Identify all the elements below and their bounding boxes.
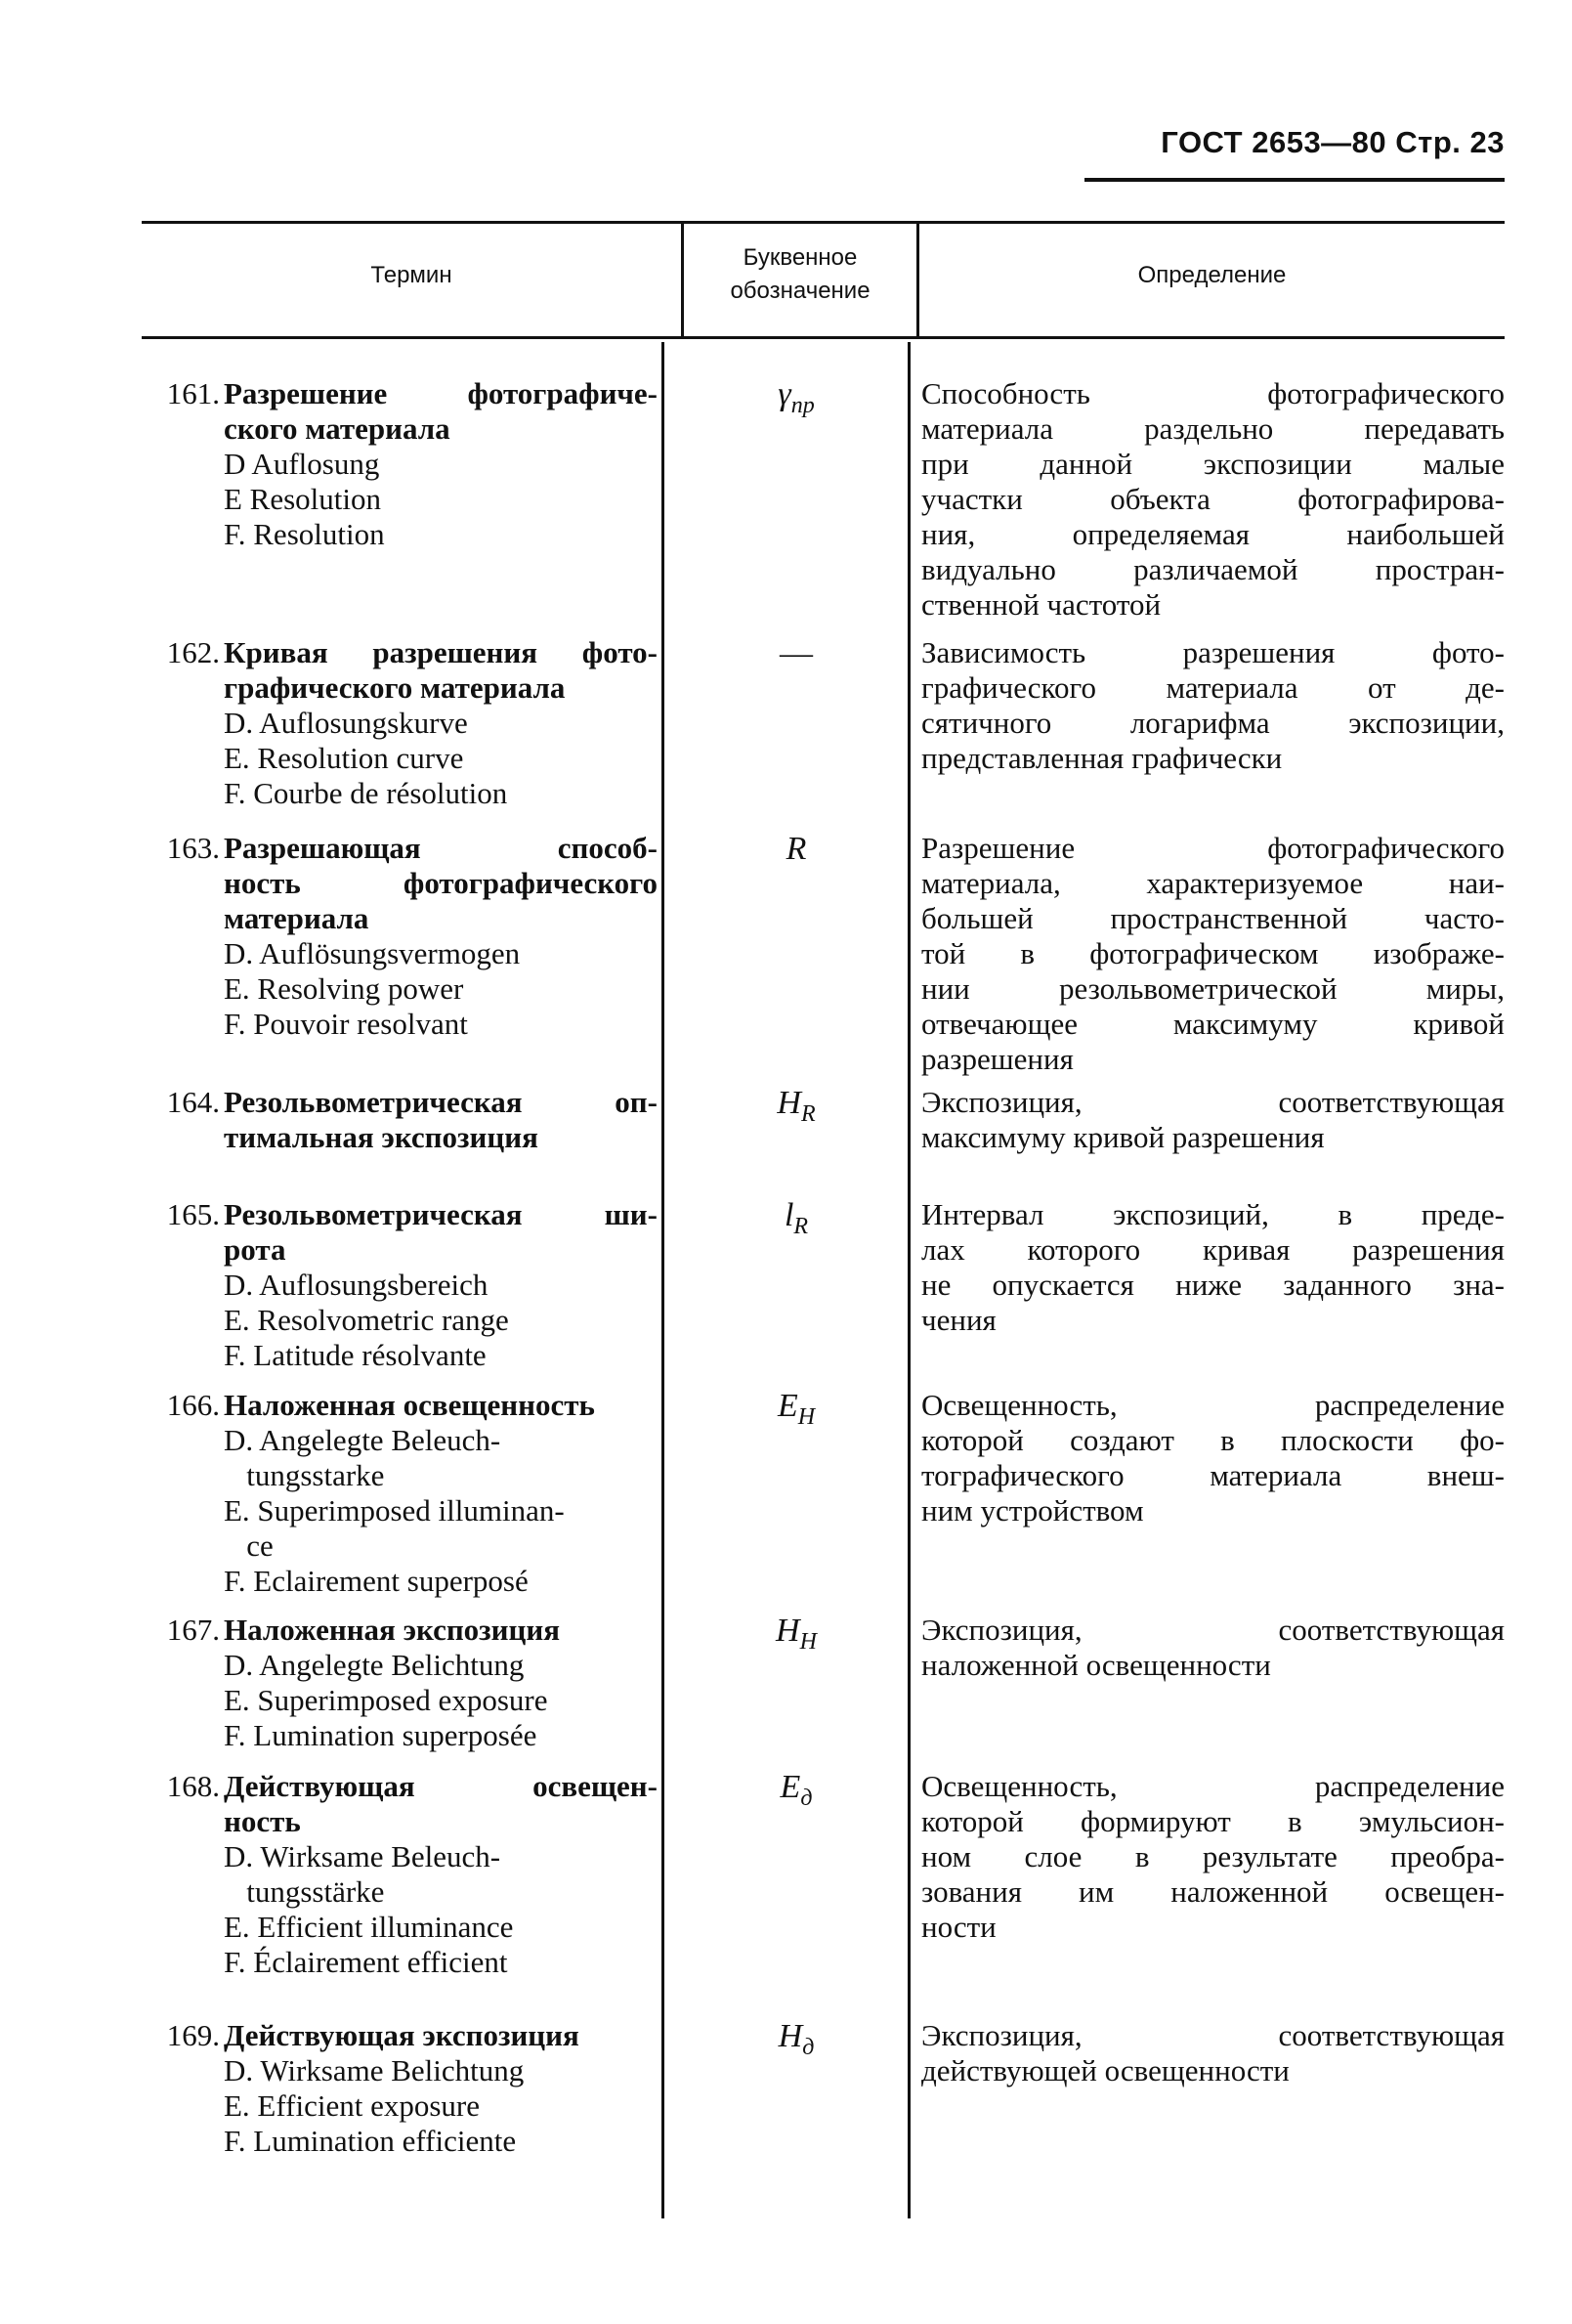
definition-cell: [921, 1197, 1505, 1338]
letter-symbol: $H_д$: [778, 2018, 815, 2060]
foreign-term: E Resolution: [224, 482, 382, 516]
foreign-term: E. Resolvometric range: [224, 1303, 509, 1337]
term-name-line: Наложенная экспозиция: [224, 1613, 560, 1647]
foreign-term: D. Auflosungsbereich: [224, 1268, 489, 1302]
foreign-term: F. Eclairement superposé: [224, 1564, 529, 1598]
term-name: [224, 376, 658, 447]
column-header-term: Термин: [370, 262, 452, 288]
definition-line: чения: [921, 1303, 997, 1337]
definition-cell: [921, 1613, 1505, 1683]
term-name-line: тимальная экспозиция: [224, 1120, 538, 1154]
definition-line: большей пространственной часто-: [921, 901, 1505, 935]
term-name: [224, 1613, 658, 1648]
foreign-term: E. Superimposed illuminan-: [224, 1493, 565, 1528]
entry-number: 163.: [166, 831, 220, 865]
definition-line: разрешения: [921, 1042, 1074, 1076]
definition-cell: [921, 2018, 1505, 2088]
definition-line: максимуму кривой разрешения: [921, 1120, 1325, 1154]
column-header-symbol-line1: Буквенное: [743, 244, 858, 271]
definition-line: ности: [921, 1910, 997, 1944]
definition-line: сятичного логарифма экспозиции,: [921, 706, 1505, 740]
definition-line: зования им наложенной освещен-: [921, 1874, 1505, 1909]
letter-symbol: $E_H$: [777, 1388, 816, 1430]
foreign-term: E. Efficient exposure: [224, 2088, 480, 2123]
definition-line: Освещенность, распределение: [921, 1388, 1505, 1422]
foreign-term: D. Angelegte Belichtung: [224, 1648, 525, 1682]
definition-line: Способность фотографического: [921, 376, 1505, 410]
definition-line: которой формируют в эмульсион-: [921, 1804, 1505, 1838]
foreign-equivalents: [224, 1648, 658, 1753]
definition-line: Интервал экспозиций, в преде-: [921, 1197, 1505, 1231]
table-header-rule: [142, 336, 1505, 339]
page-header: ГОСТ 2653—80 Стр. 23: [1161, 125, 1505, 159]
letter-symbol: $l_R$: [784, 1197, 809, 1239]
term-name-line: ность фотографического: [224, 866, 658, 900]
term-name-line: Разрешающая способ-: [224, 831, 658, 865]
definition-line: представленная графически: [921, 741, 1283, 775]
term-name-line: Наложенная освещенность: [224, 1388, 595, 1422]
definition-line: лах которого кривая разрешения: [921, 1232, 1505, 1267]
definition-cell: [921, 1085, 1505, 1155]
definition-line: нии резольвометрической миры,: [921, 971, 1505, 1006]
term-name-line: Кривая разрешения фото-: [224, 635, 658, 669]
entry-number: 168.: [166, 1769, 220, 1803]
definition-line: тографического материала внеш-: [921, 1458, 1505, 1492]
definition-line: Экспозиция, соответствующая: [921, 1085, 1505, 1119]
definition-line: ним устройством: [921, 1493, 1144, 1528]
definition-line: Экспозиция, соответствующая: [921, 1613, 1505, 1647]
definition-line: Экспозиция, соответствующая: [921, 2018, 1505, 2052]
definition-line: той в фотографическом изображе-: [921, 936, 1505, 970]
letter-symbol: —: [780, 635, 813, 671]
definition-line: участки объекта фотографирова-: [921, 482, 1505, 516]
foreign-term: D. Auflosungskurve: [224, 706, 468, 740]
foreign-term: E. Superimposed exposure: [224, 1683, 548, 1717]
term-name: [224, 2018, 658, 2053]
definition-line: графического материала от де-: [921, 670, 1505, 705]
term-name: [224, 1085, 658, 1155]
column-header-symbol-line2: обозначение: [730, 278, 871, 304]
entry-number: 166.: [166, 1388, 220, 1422]
definition-line: ном слое в результате преобра-: [921, 1839, 1505, 1873]
definition-line: которой создают в плоскости фо-: [921, 1423, 1505, 1457]
term-name-line: Действующая экспозиция: [224, 2018, 579, 2052]
foreign-equivalents: [224, 1268, 658, 1373]
definition-line: Зависимость разрешения фото-: [921, 635, 1505, 669]
entry-number: 162.: [166, 635, 220, 669]
foreign-equivalents: [224, 1839, 658, 1980]
foreign-term: D. Angelegte Beleuch-: [224, 1423, 501, 1457]
column-header-symbol: [684, 241, 916, 308]
term-name: [224, 1388, 658, 1423]
column-header-definition: Определение: [1137, 262, 1287, 288]
column-divider-1: [661, 342, 664, 2218]
foreign-term: F. Courbe de résolution: [224, 776, 508, 810]
definition-cell: [921, 376, 1505, 623]
term-name-line: рота: [224, 1232, 286, 1267]
foreign-equivalents: [224, 936, 658, 1042]
foreign-equivalents: [224, 706, 658, 811]
term-name-line: Разрешение фотографиче-: [224, 376, 658, 410]
entry-number: 167.: [166, 1613, 220, 1647]
foreign-term: E. Resolving power: [224, 971, 464, 1006]
entry-number: 169.: [166, 2018, 220, 2052]
foreign-term: E. Resolution curve: [224, 741, 464, 775]
definition-line: Освещенность, распределение: [921, 1769, 1505, 1803]
definition-line: при данной экспозиции малые: [921, 447, 1505, 481]
foreign-term: tungsstarke: [224, 1458, 385, 1492]
header-rule: [1084, 178, 1505, 182]
definition-line: материала, характеризуемое наи-: [921, 866, 1505, 900]
foreign-term: ce: [224, 1528, 274, 1563]
foreign-term: F. Lumination superposée: [224, 1718, 537, 1752]
term-name: [224, 635, 658, 706]
foreign-term: F. Pouvoir resolvant: [224, 1007, 468, 1041]
entry-number: 164.: [166, 1085, 220, 1119]
foreign-term: D Auflosung: [224, 447, 380, 481]
term-name-line: ского материала: [224, 411, 450, 446]
definition-line: действующей освещенности: [921, 2053, 1290, 2087]
term-name-line: Резольвометрическая ши-: [224, 1197, 658, 1231]
letter-symbol: $E_д$: [780, 1769, 813, 1811]
table-top-rule: [142, 221, 1505, 224]
foreign-term: D. Wirksame Belichtung: [224, 2053, 525, 2087]
definition-line: ственной частотой: [921, 587, 1162, 622]
definition-cell: [921, 635, 1505, 776]
column-divider-2: [908, 342, 911, 2218]
entry-number: 165.: [166, 1197, 220, 1231]
term-name-line: Резольвометрическая оп-: [224, 1085, 658, 1119]
term-name-line: Действующая освещен-: [224, 1769, 658, 1803]
foreign-term: F. Latitude résolvante: [224, 1338, 487, 1372]
entry-number: 161.: [166, 376, 220, 410]
definition-line: ния, определяемая наибольшей: [921, 517, 1505, 551]
letter-symbol: R: [786, 831, 807, 867]
foreign-equivalents: [224, 447, 658, 552]
foreign-term: F. Resolution: [224, 517, 385, 551]
definition-line: видуально различаемой простран-: [921, 552, 1505, 586]
term-name-line: графического материала: [224, 670, 566, 705]
definition-line: наложенной освещенности: [921, 1648, 1271, 1682]
term-name: [224, 1197, 658, 1268]
definition-cell: [921, 1388, 1505, 1528]
foreign-term: D. Auflösungsvermogen: [224, 936, 521, 970]
definition-cell: [921, 831, 1505, 1077]
foreign-term: F. Éclairement efficient: [224, 1945, 508, 1979]
term-name-line: ность: [224, 1804, 301, 1838]
letter-symbol: $H_R$: [777, 1085, 816, 1127]
definition-line: Разрешение фотографического: [921, 831, 1505, 865]
foreign-equivalents: [224, 1423, 658, 1599]
foreign-term: D. Wirksame Beleuch-: [224, 1839, 501, 1873]
letter-symbol: $\gamma_{пр}$: [778, 376, 815, 418]
definition-line: не опускается ниже заданного зна-: [921, 1268, 1505, 1302]
term-name: [224, 1769, 658, 1839]
foreign-term: F. Lumination efficiente: [224, 2124, 517, 2158]
foreign-term: E. Efficient illuminance: [224, 1910, 514, 1944]
term-name: [224, 831, 658, 936]
foreign-term: tungsstärke: [224, 1874, 385, 1909]
definition-cell: [921, 1769, 1505, 1945]
term-name-line: материала: [224, 901, 369, 935]
definition-line: материала раздельно передавать: [921, 411, 1505, 446]
definition-line: отвечающее максимуму кривой: [921, 1007, 1505, 1041]
letter-symbol: $H_H$: [776, 1613, 817, 1655]
foreign-equivalents: [224, 2053, 658, 2159]
